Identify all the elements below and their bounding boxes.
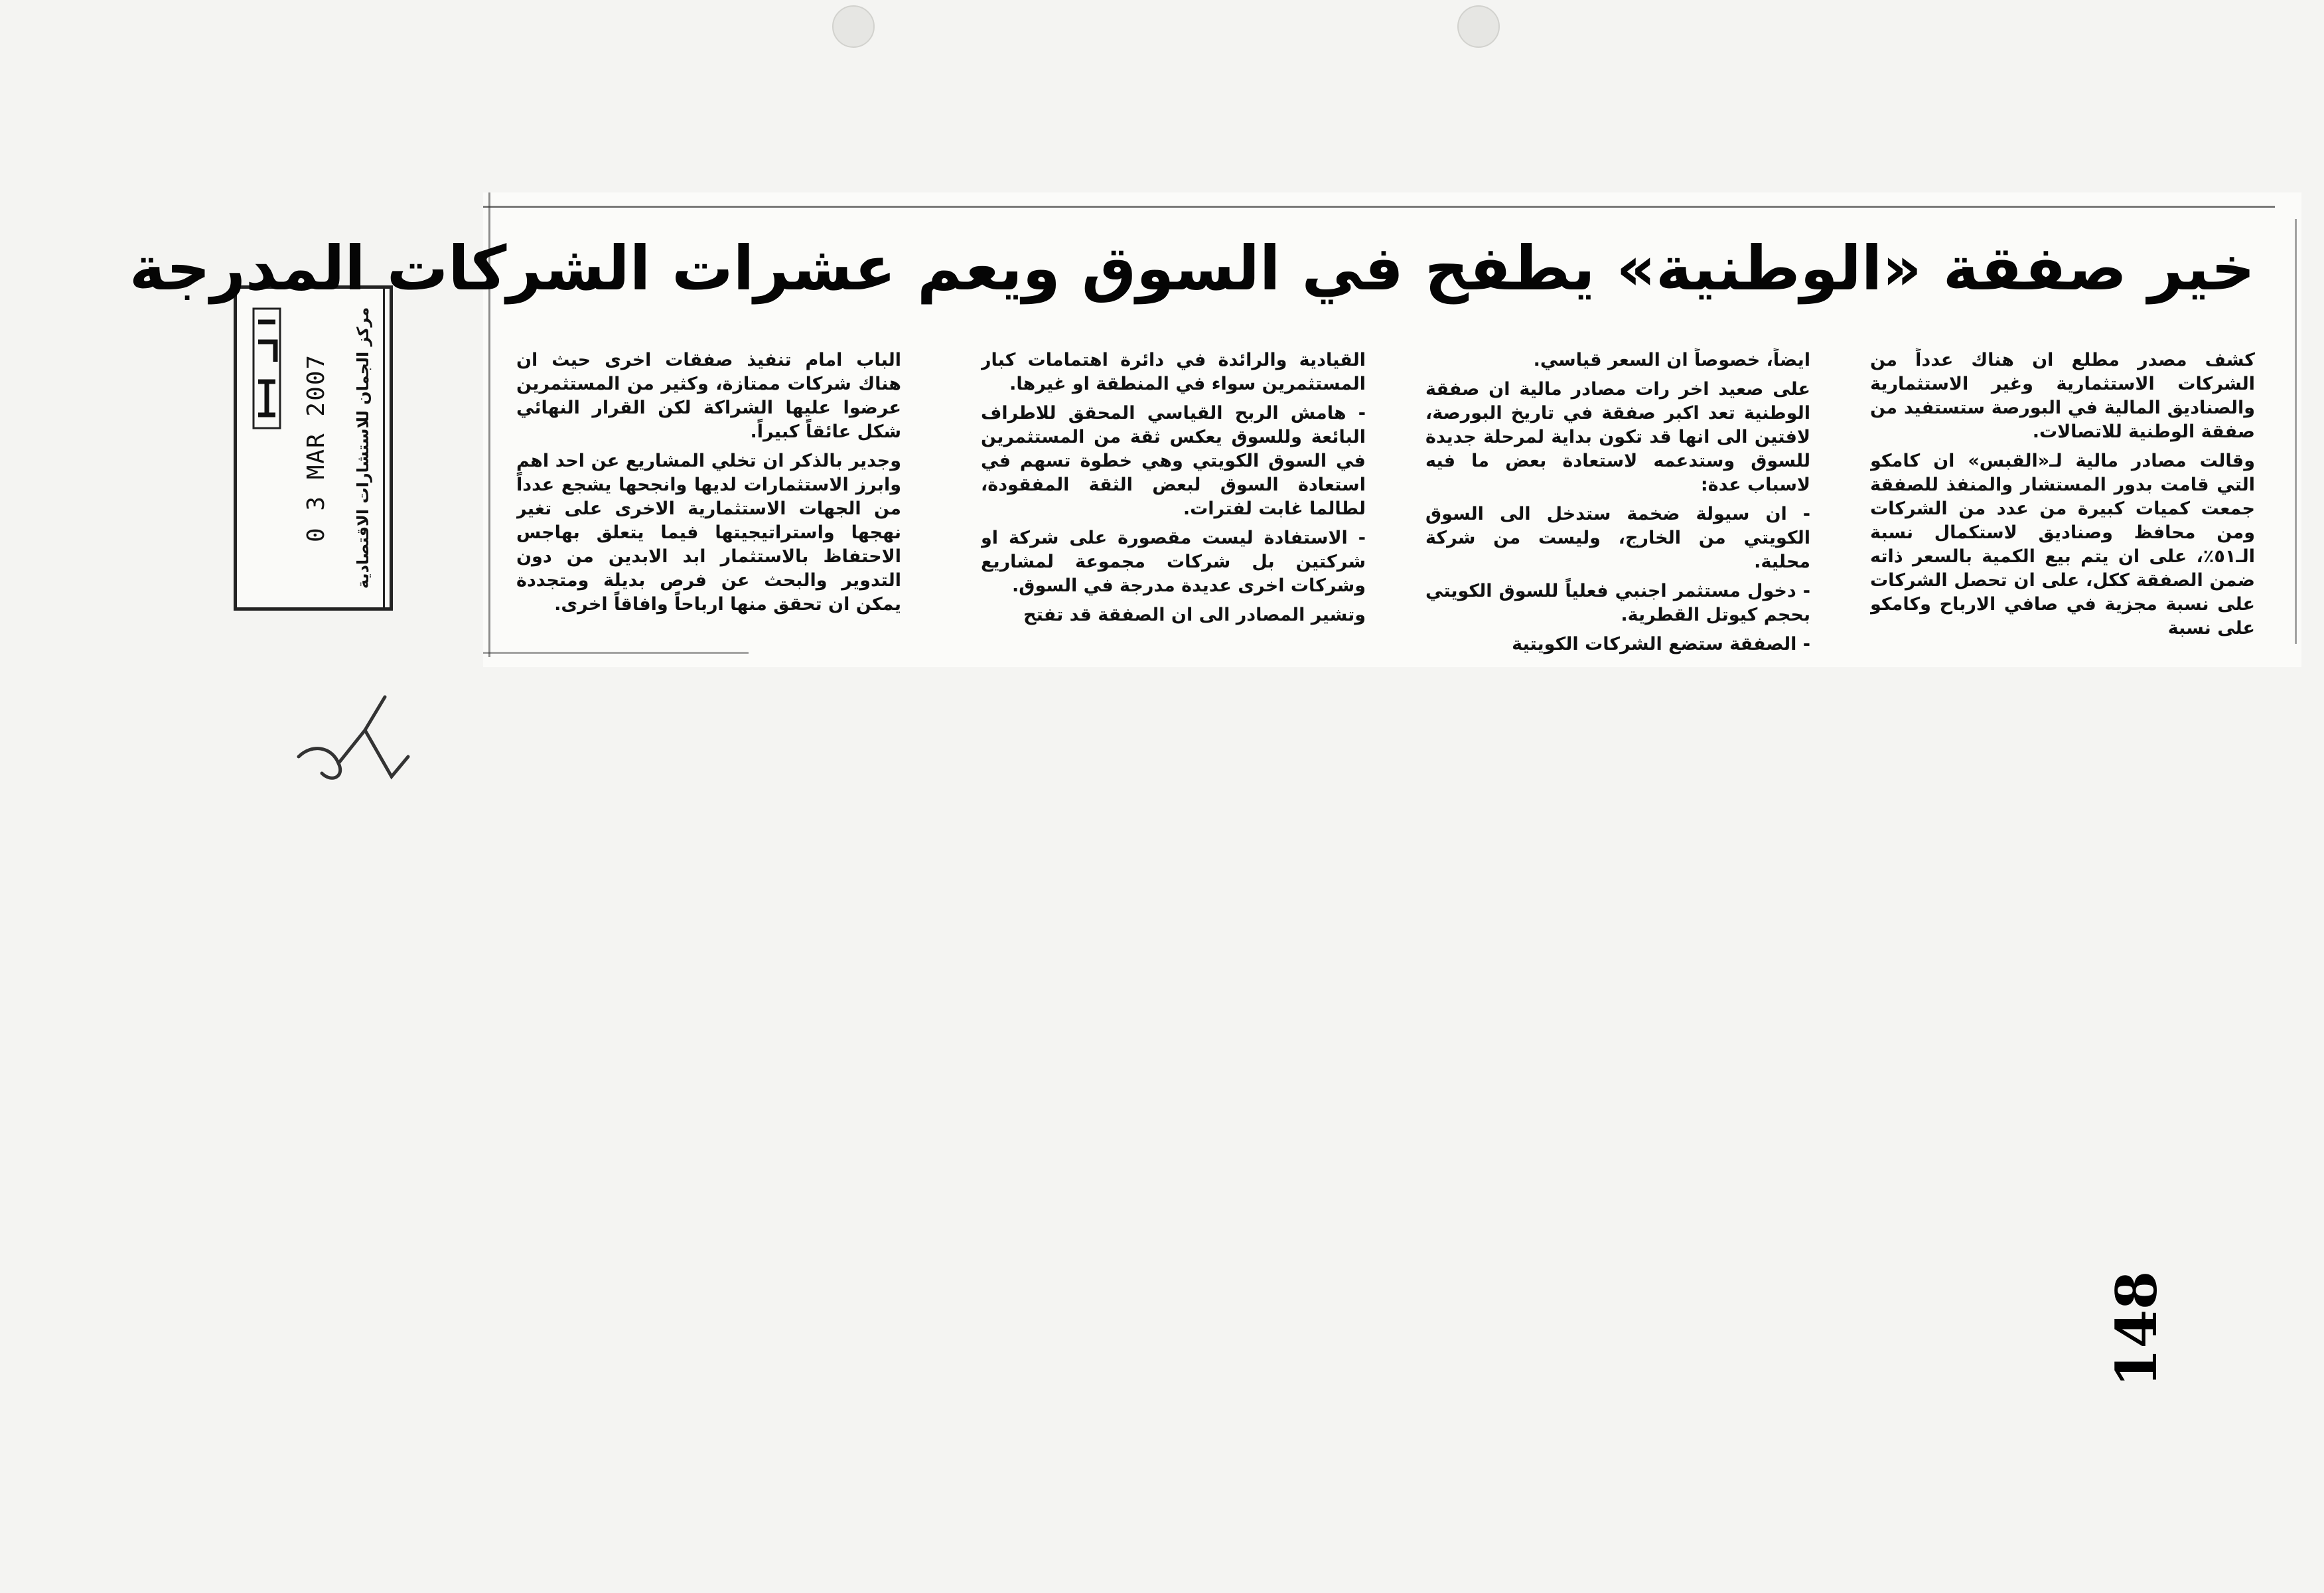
- paragraph: ايضاً، خصوصاً ان السعر قياسي.: [1533, 350, 1810, 370]
- binder-hole: [832, 5, 875, 48]
- clipping-top-edge: [483, 206, 2275, 208]
- article-column-2: [1425, 348, 1810, 660]
- binder-hole: [1457, 5, 1500, 48]
- handwritten-signature: [292, 684, 418, 790]
- paragraph: وتشير المصادر الى ان الصفقة قد تفتح: [1023, 605, 1366, 625]
- paragraph: - دخول مستثمر اجنبي فعلياً للسوق الكويتي بحجم كيوتل القطرية.: [1425, 581, 1810, 625]
- newspaper-logo: [244, 302, 290, 435]
- article-column-3: [981, 348, 1366, 660]
- stamp-organization: مركز الجمان للاستشارات الاقتصادية: [343, 289, 385, 607]
- paragraph: - الصفقة ستضع الشركات الكويتية: [1512, 634, 1810, 654]
- stamp-date: 0 3 MAR 2007: [303, 353, 330, 543]
- archive-stamp: [234, 285, 393, 611]
- paragraph: - ان سيولة ضخمة ستدخل الى السوق الكويتي من الخارج، وليست من شركة محلية.: [1425, 504, 1810, 572]
- page-number: 148: [2104, 1270, 2169, 1387]
- paragraph: على صعيد اخر رات مصادر مالية ان صفقة الوطنية تعد اكبر صفقة في تاريخ البورصة، لافتين الى انها قد تكون بداية لمرحلة جديدة للسوق وستدعمه لاستعادة بعض ما فيه لاسباب عدة:: [1425, 379, 1810, 495]
- paragraph: الباب امام تنفيذ صفقات اخرى حيث ان هناك شركات ممتازة، وكثير من المستثمرين عرضوا عليها الشراكة لكن القرار النهائي شكل عائقاً كبيراً.: [516, 350, 901, 442]
- article-column-4: [516, 348, 901, 660]
- article-headline: خير صفقة «الوطنية» يطفح في السوق ويعم عشرات الشركات المدرجة: [129, 233, 2255, 304]
- paragraph: كشف مصدر مطلع ان هناك عدداً من الشركات الاستثمارية وغير الاستثمارية والصناديق المالية في البورصة ستستفيد من صفقة الوطنية للاتصالات.: [1870, 350, 2255, 442]
- clipping-right-edge: [2295, 219, 2297, 644]
- paragraph: - هامش الربح القياسي المحقق للاطراف البائعة وللسوق يعكس ثقة من المستثمرين في السوق الكويتي وهي خطوة تسهم في استعادة السوق لبعض الثقة المفقودة، لطالما غابت لفترات.: [981, 403, 1366, 519]
- paragraph: وجدير بالذكر ان تخلي المشاريع عن احد اهم وابرز الاستثمارات لديها وانجحها يشجع عدداً من الجهات الاستثمارية الاخرى على تغير نهجها واستراتيجيتها فيما يتعلق بهاجس الاحتفاظ بالاستثمار ابد الابدين من دون التدوير والبحث عن فرص بديلة ومتجددة يمكن ان تحقق منها ارباحاً وافاقاً اخرى.: [516, 451, 901, 615]
- paragraph: القيادية والرائدة في دائرة اهتمامات كبار المستثمرين سواء في المنطقة او غيرها.: [981, 350, 1366, 394]
- article-column-1: [1870, 348, 2255, 660]
- paragraph: وقالت مصادر مالية لـ«القبس» ان كامكو التي قامت بدور المستشار والمنفذ للصفقة جمعت كميات كبيرة من عدد من الشركات ومن محافظ وصناديق لاستكمال نسبة الـ٥١٪، على ان يتم بيع الكمية بالسعر ذاته ضمن الصفقة ككل، على ان تحصل الشركات على نسبة مجزية في صافي الارباح وكامكو على نسبة: [1870, 451, 2255, 639]
- paragraph: - الاستفادة ليست مقصورة على شركة او شركتين بل شركات مجموعة لمشاريع وشركات اخرى عديدة مدرجة في السوق.: [981, 528, 1366, 596]
